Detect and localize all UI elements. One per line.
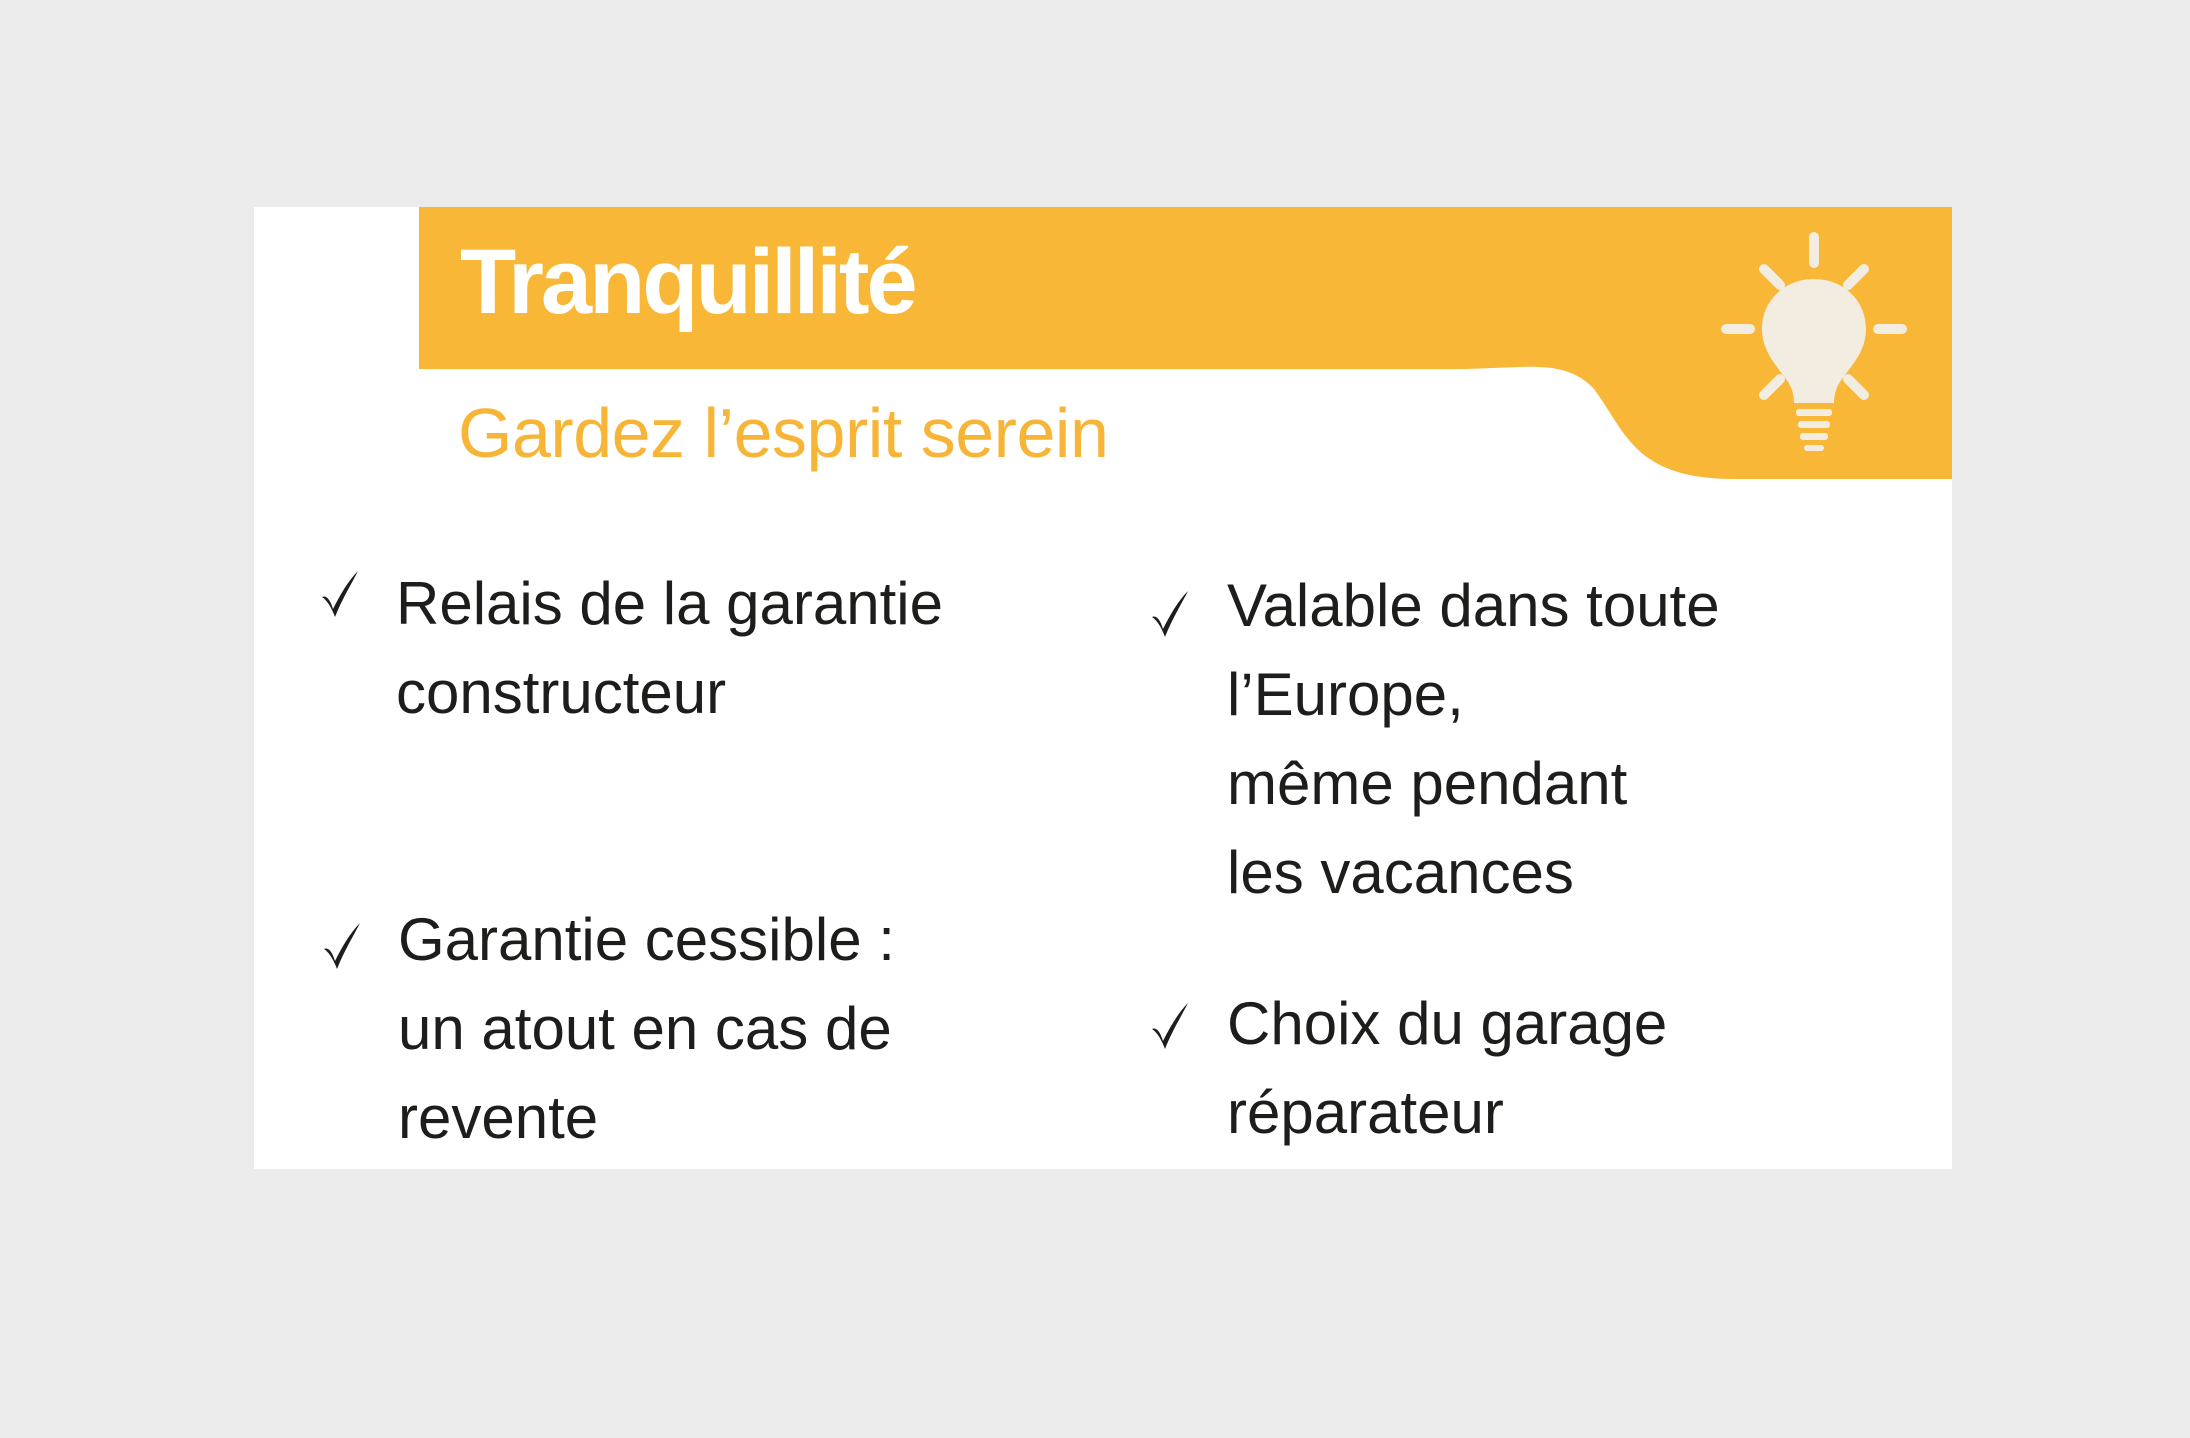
list-item-line: même pendant xyxy=(1227,750,1628,817)
list-item-line: les vacances xyxy=(1227,839,1574,906)
checkmark-icon xyxy=(318,569,362,619)
list-item xyxy=(318,559,943,737)
list-item-line: Valable dans toute xyxy=(1227,572,1720,639)
checkmark-icon xyxy=(1148,1001,1192,1051)
list-item-line: l’Europe, xyxy=(1227,661,1464,728)
card-subtitle: Gardez l’esprit serein xyxy=(458,394,1109,472)
list-item-line: Choix du garage xyxy=(1227,990,1668,1057)
card-title: Tranquillité xyxy=(460,231,915,333)
list-item xyxy=(320,895,895,1162)
list-item-line: Garantie cessible : xyxy=(398,906,895,973)
list-item-line: un atout en cas de xyxy=(398,995,892,1062)
list-item-line: constructeur xyxy=(396,659,727,726)
info-card xyxy=(254,207,1952,1169)
lightbulb-icon xyxy=(1714,229,1914,459)
list-item xyxy=(1148,561,1720,917)
list-item-line: revente xyxy=(398,1084,599,1151)
checkmark-icon xyxy=(1148,589,1192,639)
list-item-line: réparateur xyxy=(1227,1079,1504,1146)
list-item xyxy=(1148,979,1667,1157)
checkmark-icon xyxy=(320,921,364,971)
list-item-line: Relais de la garantie xyxy=(396,570,944,637)
